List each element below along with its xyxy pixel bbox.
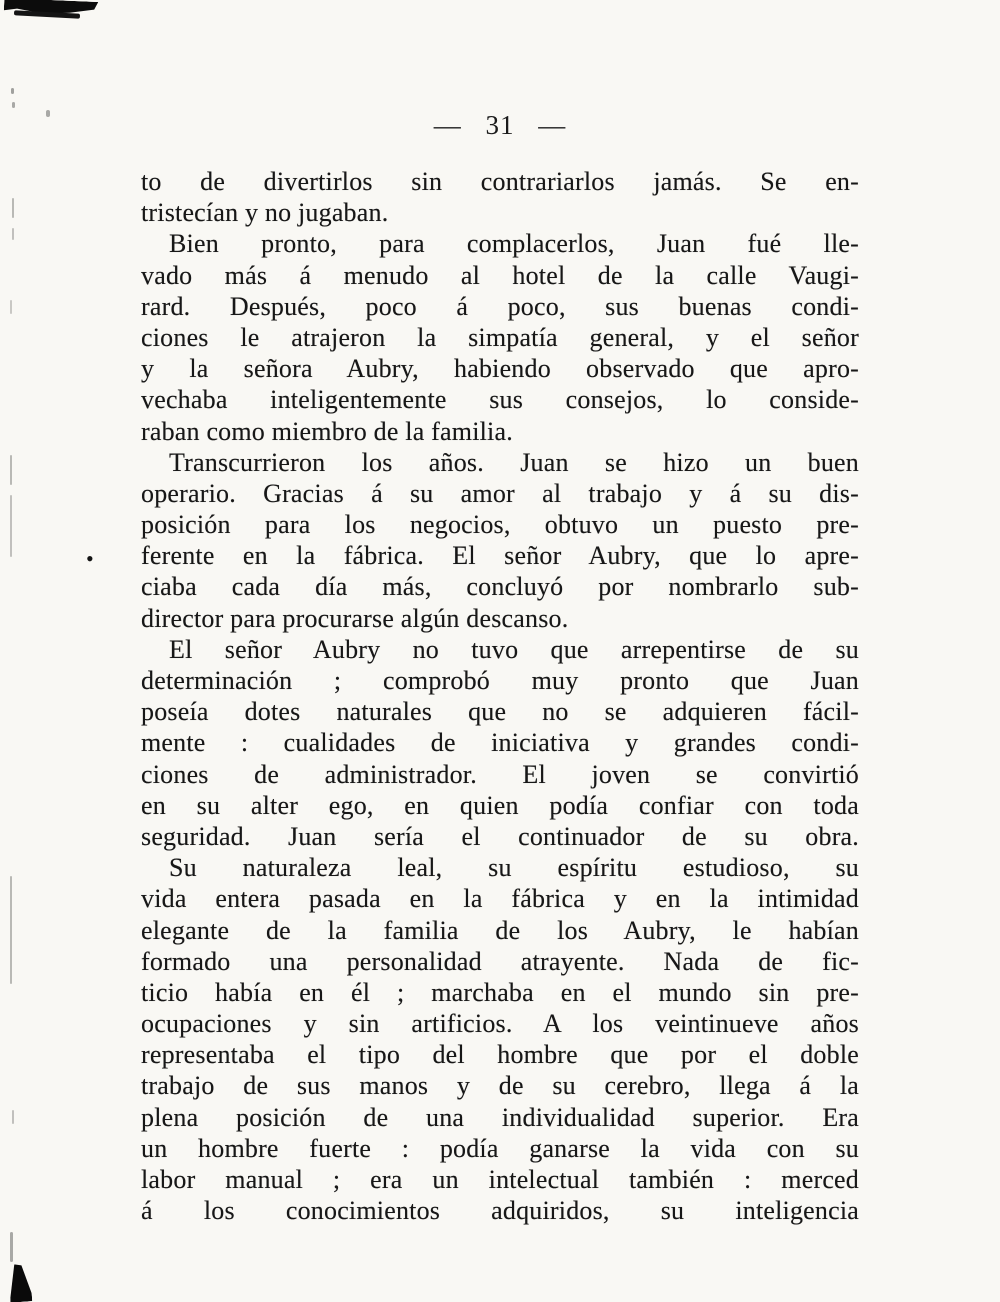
text-line: Bien pronto, para complacerlos, Juan fué lle- [169,229,859,259]
paragraph [141,852,859,1226]
text-line: ticio había en él ; marchaba en el mundo sin pre- [141,977,859,1007]
scan-speck [10,1232,13,1262]
text-line: trabajo de sus manos y de su cerebro, llega á la [141,1071,859,1101]
scan-speck [10,876,12,984]
text-block [141,166,859,1226]
text-line: ocupaciones y sin artificios. A los veintinueve años [141,1009,859,1039]
text-line: ferente en la fábrica. El señor Aubry, que lo apre- [141,541,859,571]
text-line: director para procurarse algún descanso. [141,603,569,633]
paragraph [141,634,859,852]
text-line: tristecían y no jugaban. [141,198,389,228]
text-line: vado más á menudo al hotel de la calle Vaugi- [141,260,859,290]
text-line: ciones de administrador. El joven se convirtió [141,759,859,789]
text-line: posición para los negocios, obtuvo un puesto pre- [141,510,859,540]
text-line: elegante de la familia de los Aubry, le habían [141,915,859,945]
scan-speck [10,455,12,485]
text-line: plena posición de una individualidad superior. Era [141,1102,859,1132]
scan-speck [11,88,14,94]
text-line: raban como miembro de la familia. [141,416,513,446]
text-line: to de divertirlos sin contrariarlos jamás. Se en- [141,167,859,196]
scan-speck [12,228,14,240]
text-line: ciaba cada día más, concluyó por nombrarlo sub- [141,572,859,602]
text-line: Transcurrieron los años. Juan se hizo un buen [169,447,859,477]
ink-smudge-bottom-left [8,1263,33,1302]
text-line: un hombre fuerte : podía ganarse la vida con su [141,1133,859,1163]
text-line: y la señora Aubry, habiendo observado que apro- [141,354,859,384]
text-line: determinación ; comprobó muy pronto que Juan [141,666,859,695]
text-line: en su alter ego, en quien podía confiar con toda [141,790,859,820]
scan-speck [12,198,14,218]
text-line: mente : cualidades de iniciativa y grandes condi- [141,728,859,758]
text-line: labor manual ; era un intelectual también : merced [141,1165,859,1194]
scan-speck [12,102,15,108]
scan-speck [10,495,12,557]
paragraph [141,166,859,228]
text-line: operario. Gracias á su amor al trabajo y á su dis- [141,478,859,508]
page-number: — 31 — [433,110,567,140]
text-line: á los conocimientos adquiridos, su inteligencia [141,1196,859,1226]
text-line: seguridad. Juan sería el continuador de su obra. [141,821,859,851]
paragraph [141,228,859,446]
paragraph [141,447,859,634]
text-line: formado una personalidad atrayente. Nada de fic- [141,946,859,976]
text-line: El señor Aubry no tuvo que arrepentirse de su [169,634,859,664]
text-line: representaba el tipo del hombre que por el doble [141,1040,859,1070]
scan-speck [12,1110,14,1124]
scan-speck [10,300,12,314]
text-line: rard. Después, poco á poco, sus buenas condi- [141,291,859,321]
text-line: ciones le atrajeron la simpatía general, y el señor [141,322,859,352]
text-line: vida entera pasada en la fábrica y en la intimidad [141,884,859,914]
margin-dot: • [86,546,94,571]
text-line: Su naturaleza leal, su espíritu estudioso, su [169,853,859,883]
text-line: poseía dotes naturales que no se adquieren fácil- [141,697,859,727]
text-line: vechaba inteligentemente sus consejos, lo conside- [141,385,859,415]
